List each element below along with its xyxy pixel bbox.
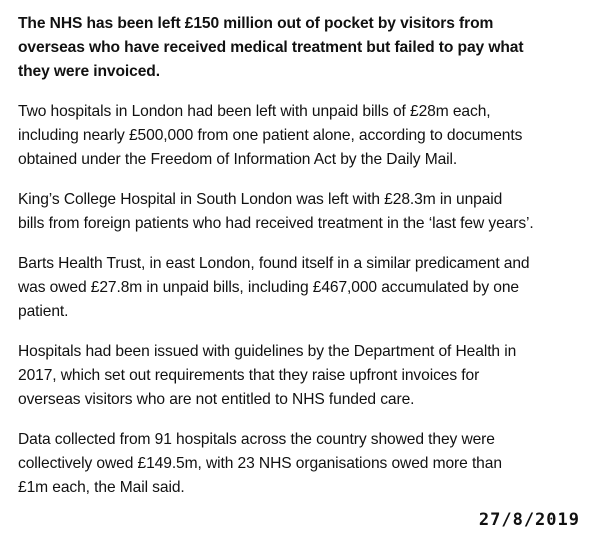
text-line: 2017, which set out requirements that they raise upfront invoices for bbox=[18, 367, 480, 384]
text-line: Barts Health Trust, in east London, found itself in a similar predicament and bbox=[18, 255, 530, 272]
paragraph-kings-college bbox=[18, 188, 590, 236]
text-line: overseas visitors who are not entitled to NHS funded care. bbox=[18, 391, 415, 408]
paragraph-london-hospitals bbox=[18, 100, 590, 172]
text-line: overseas who have received medical treatment but failed to pay what bbox=[18, 39, 524, 56]
text-line: Two hospitals in London had been left with unpaid bills of £28m each, bbox=[18, 103, 491, 120]
text-line: was owed £27.8m in unpaid bills, including £467,000 accumulated by one bbox=[18, 279, 520, 296]
date-stamp: 27/8/2019 bbox=[478, 510, 580, 530]
text-line: Hospitals had been issued with guidelines by the Department of Health in bbox=[18, 343, 517, 360]
text-line: bills from foreign patients who had received treatment in the ‘last few years’. bbox=[18, 215, 534, 232]
text-line: King’s College Hospital in South London was left with £28.3m in unpaid bbox=[18, 191, 503, 208]
article-body bbox=[18, 12, 590, 500]
text-line: including nearly £500,000 from one patient alone, according to documents bbox=[18, 127, 523, 144]
text-line: they were invoiced. bbox=[18, 63, 160, 80]
text-line: The NHS has been left £150 million out of pocket by visitors from bbox=[18, 15, 494, 32]
text-line: collectively owed £149.5m, with 23 NHS organisations owed more than bbox=[18, 455, 502, 472]
text-line: patient. bbox=[18, 303, 69, 320]
text-line: obtained under the Freedom of Information Act by the Daily Mail. bbox=[18, 151, 458, 168]
paragraph-data-collected bbox=[18, 428, 590, 500]
text-line: £1m each, the Mail said. bbox=[18, 479, 185, 496]
paragraph-barts-health bbox=[18, 252, 590, 324]
lead-paragraph bbox=[18, 12, 590, 84]
text-line: Data collected from 91 hospitals across the country showed they were bbox=[18, 431, 495, 448]
paragraph-guidelines bbox=[18, 340, 590, 412]
